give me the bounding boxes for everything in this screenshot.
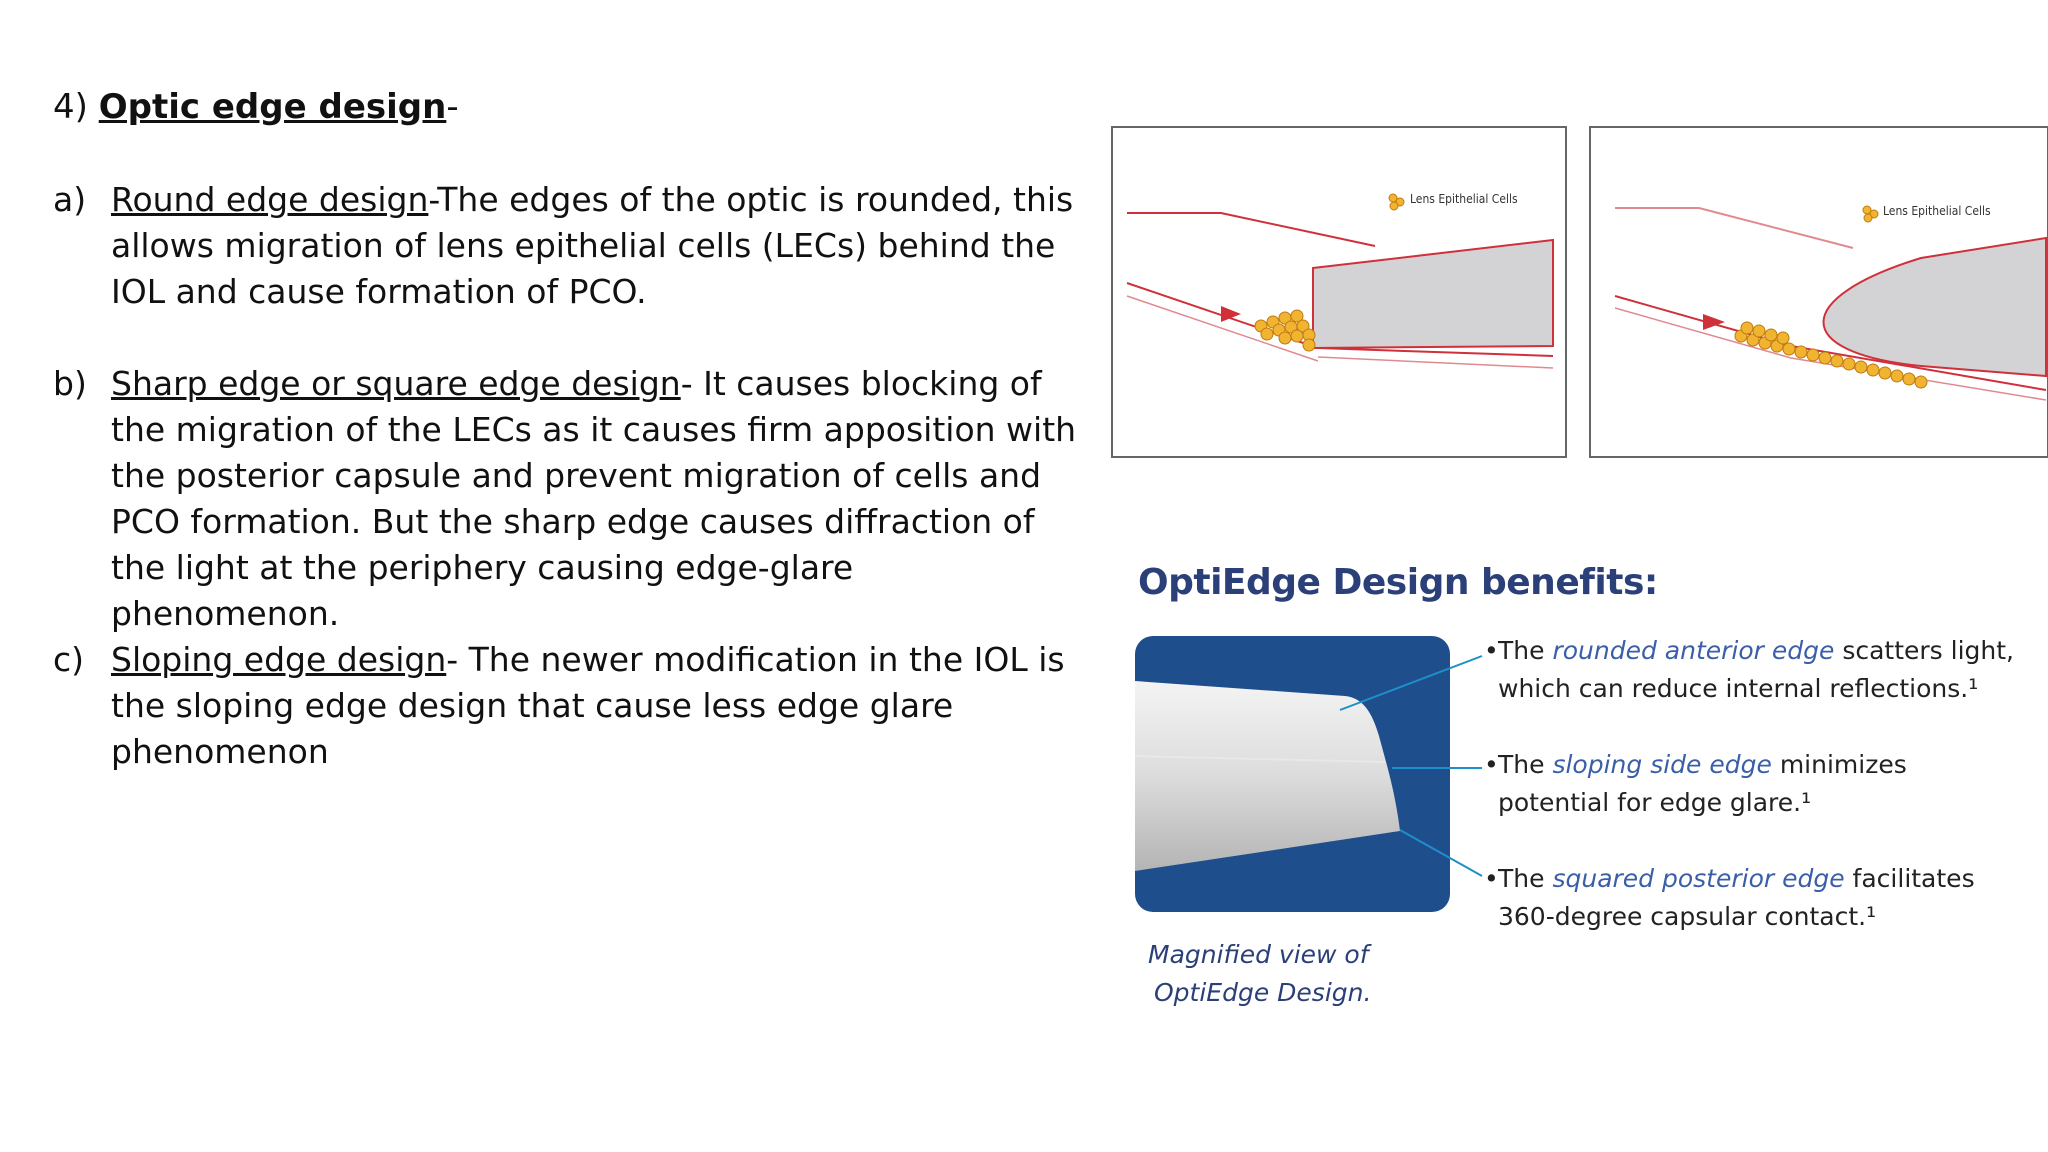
list-marker: c) bbox=[53, 640, 85, 679]
item-term: Sharp edge or square edge design bbox=[111, 364, 681, 403]
heading-suffix: - bbox=[446, 87, 459, 127]
heading-number: 4) bbox=[53, 87, 88, 127]
benefit-squared-posterior: •The squared posterior edge facilitates 360-degree capsular contact.¹ bbox=[1484, 864, 1975, 931]
benefit-rounded-anterior: •The rounded anterior edge scatters light, which can reduce internal reflections.¹ bbox=[1484, 636, 2015, 703]
list-marker: a) bbox=[53, 180, 87, 219]
lec-label: Lens Epithelial Cells bbox=[1410, 192, 1518, 206]
benefit-highlight: squared posterior edge bbox=[1552, 864, 1845, 893]
benefit-highlight: sloping side edge bbox=[1552, 750, 1772, 779]
lec-label: Lens Epithelial Cells bbox=[1883, 204, 1991, 218]
list-item-round-edge bbox=[53, 177, 1083, 315]
magnified-caption: Magnified view of OptiEdge Design. bbox=[1148, 940, 1372, 1007]
round-edge-diagram bbox=[1589, 126, 2048, 458]
item-text: - It causes blocking of the migration of the LECs as it causes firm apposition with the posterior capsule and prevent migration of cells and PCO formation. But the sharp edge causes diffraction of the light at the periphery causing edge-glare phenomenon. bbox=[111, 364, 1077, 633]
list-marker: b) bbox=[53, 364, 87, 403]
square-edge-diagram bbox=[1111, 126, 1567, 458]
section-heading bbox=[53, 84, 459, 130]
square-edge-illustration bbox=[1113, 128, 1569, 460]
benefit-highlight: rounded anterior edge bbox=[1552, 636, 1835, 665]
benefit-sloping-side: •The sloping side edge minimizes potential for edge glare.¹ bbox=[1484, 750, 1907, 817]
item-term: Round edge design bbox=[111, 180, 429, 219]
item-text: -The edges of the optic is rounded, this allows migration of lens epithelial cells (LECs) behind the IOL and cause formation of PCO. bbox=[111, 180, 1074, 311]
list-item-sharp-edge bbox=[53, 361, 1083, 637]
item-text: - The newer modification in the IOL is the sloping edge design that cause less edge glare phenomenon bbox=[111, 640, 1065, 771]
optiedge-title: OptiEdge Design benefits: bbox=[1138, 562, 1658, 603]
magnified-lens-image bbox=[1135, 636, 1450, 912]
round-edge-illustration bbox=[1591, 128, 2048, 460]
item-term: Sloping edge design bbox=[111, 640, 447, 679]
heading-title: Optic edge design bbox=[98, 87, 447, 127]
list-item-sloping-edge bbox=[53, 637, 1083, 775]
